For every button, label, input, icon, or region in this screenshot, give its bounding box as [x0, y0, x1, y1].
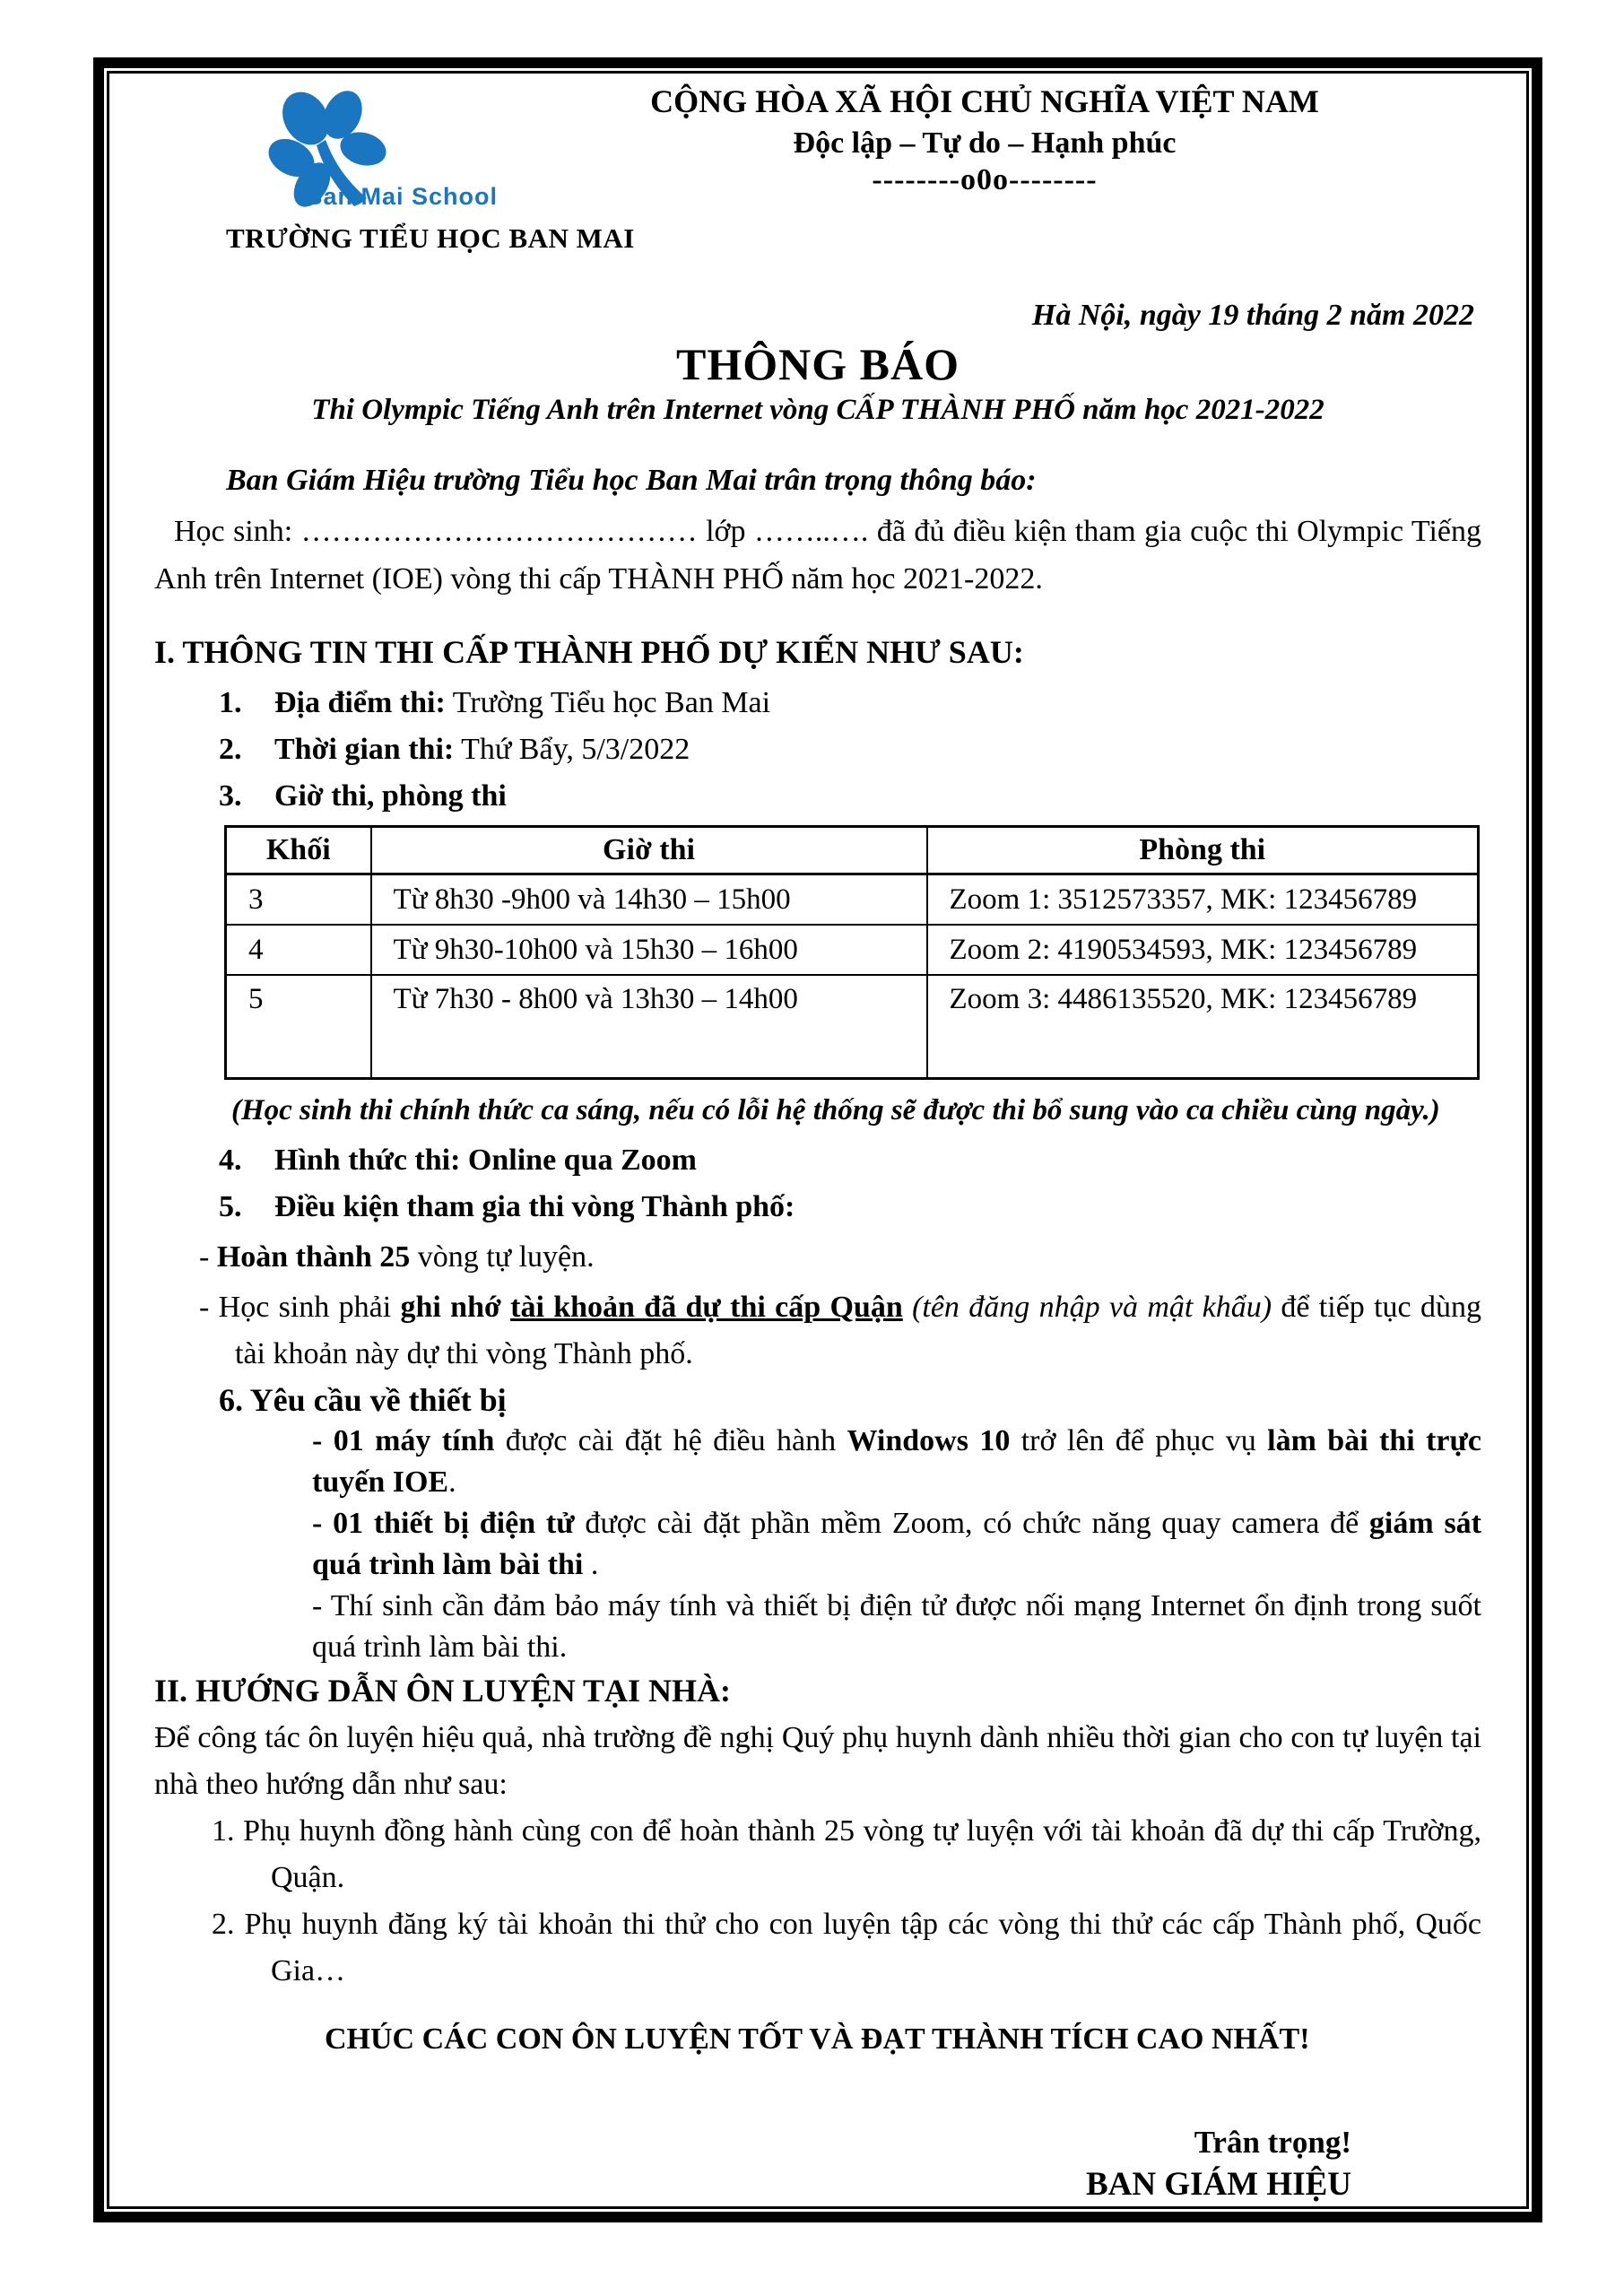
page-subtitle: Thi Olympic Tiếng Anh trên Internet vòng CẤP THÀNH PHỐ năm học 2021-2022	[311, 394, 1324, 426]
date-line: Hà Nội, ngày 19 tháng 2 năm 2022	[1031, 299, 1474, 332]
text-run-bold: ghi nhớ	[400, 1291, 511, 1324]
text-run-bold: giám sát quá trình làm bài thi	[312, 1507, 1481, 1581]
item-label: Giờ thi, phòng thi	[274, 779, 507, 813]
school-name: TRƯỜNG TIỂU HỌC BAN MAI	[226, 222, 635, 254]
col-header-grade: Khối	[226, 827, 371, 874]
section1-heading: I. THÔNG TIN THI CẤP THÀNH PHỐ DỰ KIẾN NHƯ SAU:	[154, 634, 1024, 670]
text-run-bold: Windows 10	[847, 1424, 1011, 1457]
text-run: để tiếp tục dùng tài khoản này dự thi vòng Thành phố.	[235, 1291, 1481, 1370]
cell-time: Từ 7h30 - 8h00 và 13h30 – 14h00	[371, 975, 927, 1079]
requirement-line-2	[154, 1284, 1481, 1378]
cell-room: Zoom 3: 4486135520, MK: 123456789	[927, 975, 1479, 1079]
section1-list	[154, 680, 1481, 820]
text-run-bold-underline: tài khoản đã dự thi cấp Quận	[510, 1291, 903, 1324]
closing-wish: CHÚC CÁC CON ÔN LUYỆN TỐT VÀ ĐẠT THÀNH TÍCH CAO NHẤT!	[325, 2022, 1310, 2056]
exam-schedule-table	[224, 825, 1480, 1080]
section2-item-2: 2. Phụ huynh đăng ký tài khoản thi thử cho con luyện tập các vòng thi thử các cấp Thành phố, Quốc Gia…	[212, 1908, 1481, 1987]
item-value: Thứ Bẩy, 5/3/2022	[454, 733, 690, 766]
page-title: THÔNG BÁO	[676, 339, 960, 389]
document-header	[154, 83, 1481, 298]
cell-grade: 5	[226, 975, 371, 1079]
requirement-line-1	[154, 1234, 1481, 1281]
section1-list-continued	[154, 1137, 1481, 1231]
item-value: Trường Tiểu học Ban Mai	[445, 686, 771, 719]
cell-time: Từ 8h30 -9h00 và 14h30 – 15h00	[371, 874, 927, 926]
text-run-bold: làm bài thi trực tuyến IOE	[312, 1424, 1482, 1499]
text-run: được cài đặt hệ điều hành	[494, 1424, 847, 1457]
device-requirement-2	[154, 1503, 1481, 1586]
schedule-note: (Học sinh thi chính thức ca sáng, nếu có lỗi hệ thống sẽ được thi bổ sung vào ca chiều cùng ngày.)	[231, 1094, 1440, 1126]
item-number: 3.	[219, 779, 242, 813]
list-item-date	[154, 726, 1481, 773]
table-header-row	[226, 827, 1479, 874]
item-label: Điều kiện tham gia thi vòng Thành phố:	[274, 1190, 795, 1223]
item-number: 4.	[219, 1144, 242, 1177]
text-run: .	[448, 1465, 456, 1499]
text-run: - Học sinh phải	[199, 1291, 401, 1324]
table-row	[226, 874, 1479, 926]
item-number: 2.	[219, 733, 242, 766]
text-run: được cài đặt phần mềm Zoom, có chức năng quay camera để	[574, 1507, 1369, 1540]
signature-block	[154, 2122, 1481, 2206]
page-border-frame	[93, 57, 1542, 2222]
device-requirement-3: - Thí sinh cần đảm bảo máy tính và thiết bị điện tử được nối mạng Internet ổn định trong suốt quá trình làm bài thi.	[312, 1589, 1481, 1664]
motto-separator: --------o0o--------	[872, 163, 1098, 196]
text-run-bold: - 01 thiết bị điện tử	[312, 1507, 575, 1540]
list-item-schedule	[154, 773, 1481, 820]
national-motto-line2: Độc lập – Tự do – Hạnh phúc	[793, 126, 1177, 160]
cell-time: Từ 9h30-10h00 và 15h30 – 16h00	[371, 925, 927, 975]
table-row	[226, 925, 1479, 975]
intro-lead: Ban Giám Hiệu trường Tiểu học Ban Mai trân trọng thông báo:	[226, 464, 1037, 497]
text-run-bold: Hoàn thành 25	[216, 1240, 411, 1274]
signature-signer: BAN GIÁM HIỆU	[1085, 2166, 1351, 2203]
table-row	[226, 975, 1479, 1079]
item-label: Yêu cầu về thiết bị	[243, 1382, 507, 1418]
national-header	[581, 83, 1388, 197]
document-content	[109, 74, 1526, 2206]
item-label: Địa điểm thi:	[274, 686, 446, 719]
text-run: vòng tự luyện.	[410, 1240, 595, 1274]
text-run-italic: (tên đăng nhập và mật khẩu)	[902, 1291, 1281, 1324]
section2-heading: II. HƯỚNG DẪN ÔN LUYỆN TẠI NHÀ:	[154, 1673, 732, 1709]
text-run: .	[583, 1548, 599, 1581]
cell-grade: 3	[226, 874, 371, 926]
cell-room: Zoom 2: 4190534593, MK: 123456789	[927, 925, 1479, 975]
student-fill-line: Học sinh: ………………………………… lớp ……..…. đã đủ điều kiện tham gia cuộc thi Olympic Tiếng Anh trên Internet (IOE) vòng thi cấp THÀNH PHỐ năm học 2021-2022.	[154, 515, 1481, 596]
text-run: -	[199, 1240, 217, 1274]
section2-intro: Để công tác ôn luyện hiệu quả, nhà trường đề nghị Quý phụ huynh dành nhiều thời gian cho con tự luyện tại nhà theo hướng dẫn như sau:	[154, 1721, 1481, 1801]
col-header-room: Phòng thi	[927, 827, 1479, 874]
list-item-format	[154, 1137, 1481, 1184]
item-number: 5.	[219, 1190, 242, 1223]
device-requirement-1	[154, 1421, 1481, 1503]
item-label: Thời gian thi:	[274, 733, 455, 766]
logo-wordmark: Ban Mai School	[305, 183, 499, 210]
page-border-inner-line	[107, 71, 1529, 2209]
signature-regards: Trân trọng!	[1194, 2125, 1351, 2160]
col-header-time: Giờ thi	[371, 827, 927, 874]
item-number: 1.	[219, 686, 242, 719]
cell-room: Zoom 1: 3512573357, MK: 123456789	[927, 874, 1479, 926]
national-motto-line1: CỘNG HÒA XÃ HỘI CHỦ NGHĨA VIỆT NAM	[650, 83, 1319, 119]
list-item-location	[154, 680, 1481, 726]
list-item-conditions	[154, 1184, 1481, 1231]
item-number: 6.	[219, 1382, 243, 1418]
item-label: Hình thức thi: Online qua Zoom	[274, 1144, 698, 1177]
list-item-equipment	[154, 1379, 1481, 1421]
section2-item-1: 1. Phụ huynh đồng hành cùng con để hoàn thành 25 vòng tự luyện với tài khoản đã dự thi cấp Trường, Quận.	[212, 1814, 1481, 1894]
cell-grade: 4	[226, 925, 371, 975]
text-run: trở lên để phục vụ	[1010, 1424, 1268, 1457]
text-run-bold: - 01 máy tính	[312, 1424, 495, 1457]
